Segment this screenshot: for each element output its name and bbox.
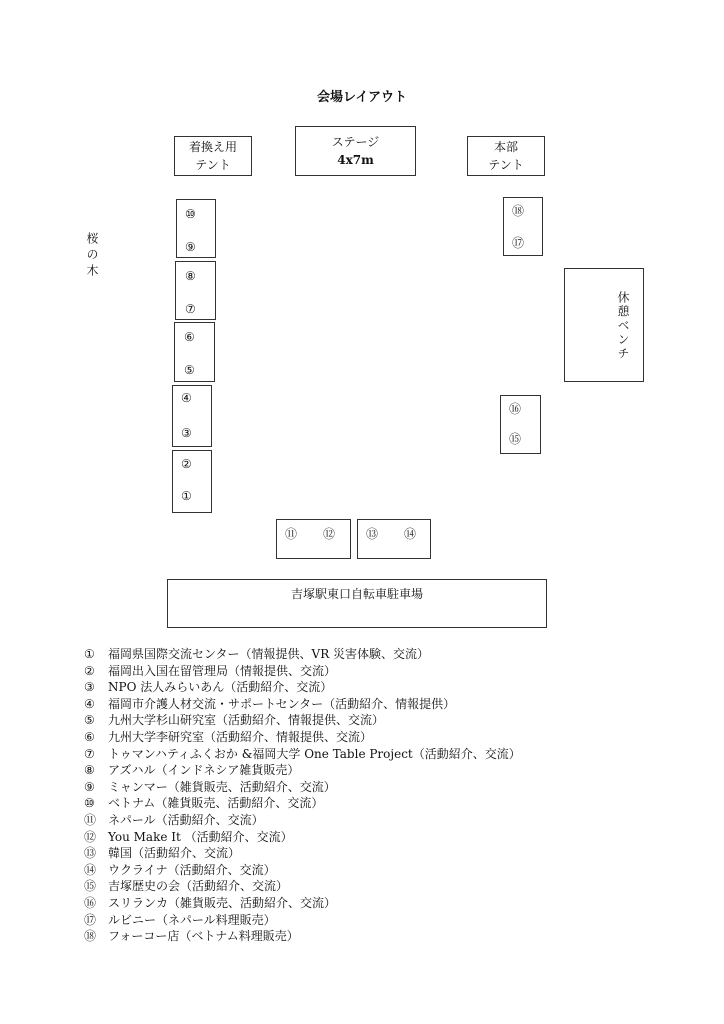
legend-text: ルビニー（ネパール料理販売） — [108, 912, 276, 927]
booth-number: ⑯ — [509, 402, 522, 416]
legend-text: NPO 法人みらいあん（活動紹介、交流） — [108, 680, 333, 695]
legend-item — [84, 646, 521, 663]
legend-item — [84, 663, 521, 680]
legend-text: 福岡出入国在留管理局（情報提供、交流） — [108, 663, 337, 678]
legend-text: 吉塚歴史の会（活動紹介、交流） — [108, 879, 289, 894]
booth-number: ⑪ — [285, 527, 298, 541]
legend-mark: ⑥ — [84, 729, 95, 744]
legend-item — [84, 862, 521, 879]
booth-10-9 — [176, 199, 216, 258]
booth-number: ⑫ — [323, 527, 336, 541]
booth-number: ⑮ — [509, 432, 522, 446]
legend-text: ベトナム（雑貨販売、活動紹介、交流） — [108, 796, 324, 811]
booth-13-14 — [357, 519, 431, 559]
legend-mark: ② — [84, 663, 95, 678]
booth-16-15 — [500, 395, 541, 454]
booth-number: ⑥ — [184, 330, 195, 344]
changing-tent-line-1: 着換え用 — [188, 140, 237, 154]
stage — [295, 126, 416, 176]
changing-tent-line-2: テント — [195, 158, 231, 172]
booth-6-5 — [174, 322, 215, 382]
legend-mark: ⑪ — [84, 812, 97, 827]
booth-number: ⑱ — [512, 204, 525, 218]
legend-mark: ⑩ — [84, 796, 95, 811]
legend-text: You Make It （活動紹介、交流） — [108, 829, 293, 844]
rest-bench-label: 休憩ベンチ — [616, 291, 630, 361]
legend-mark: ⑧ — [84, 763, 95, 778]
page-title: 会場レイアウト — [317, 90, 407, 105]
legend-text: ネパール（活動紹介、交流） — [108, 812, 264, 827]
stage-label: ステージ — [331, 135, 380, 149]
bicycle-parking-label: 吉塚駅東口自転車駐車場 — [290, 587, 423, 601]
legend-mark: ⑭ — [84, 862, 97, 877]
booth-number: ⑨ — [185, 240, 196, 254]
changing-tent — [174, 136, 252, 176]
legend-item — [84, 829, 521, 846]
booth-2-1 — [172, 450, 212, 513]
legend-item — [84, 679, 521, 696]
legend-item — [84, 746, 521, 763]
stage-size: 4x7m — [337, 153, 374, 167]
legend-mark: ⑨ — [84, 779, 95, 794]
booth-number: ⑧ — [185, 269, 196, 283]
legend-text: 韓国（活動紹介、交流） — [108, 846, 241, 861]
legend-item — [84, 878, 521, 895]
legend-item — [84, 895, 521, 912]
legend-item — [84, 779, 521, 796]
booth-number: ④ — [181, 391, 192, 405]
rest-bench — [564, 268, 644, 382]
legend-text: 九州大学李研究室（活動紹介、情報提供、交流） — [108, 729, 373, 744]
legend-item — [84, 812, 521, 829]
legend-mark: ⑰ — [84, 912, 97, 927]
booth-number: ⑩ — [185, 207, 196, 221]
legend-item — [84, 696, 521, 713]
hq-tent — [467, 136, 545, 176]
booth-number: ⑬ — [366, 527, 379, 541]
legend-text: フォーコー店（ベトナム料理販売） — [108, 929, 299, 944]
booth-11-12 — [276, 519, 351, 559]
booth-number: ③ — [181, 426, 192, 440]
legend-mark: ⑯ — [84, 895, 97, 910]
legend-text: アズハル（インドネシア雑貨販売） — [108, 763, 300, 778]
legend-mark: ⑱ — [84, 929, 97, 944]
hq-tent-line-2: テント — [488, 158, 524, 172]
legend-mark: ① — [84, 647, 95, 661]
booth-number: ⑦ — [185, 302, 196, 316]
legend-mark: ⑮ — [84, 879, 97, 894]
legend-text: 福岡市介護人材交流・サポートセンター（活動紹介、情報提供） — [108, 696, 456, 711]
booth-18-17 — [503, 197, 543, 256]
legend-text: 九州大学杉山研究室（活動紹介、情報提供、交流） — [108, 713, 385, 728]
sakura-tree-label: 桜の木 — [85, 232, 99, 280]
legend-item — [84, 845, 521, 862]
booth-number: ⑭ — [404, 527, 417, 541]
legend-item — [84, 712, 521, 729]
booth-number: ⑰ — [512, 236, 525, 250]
booth-number: ② — [181, 457, 192, 471]
legend-mark: ④ — [84, 696, 95, 711]
legend-mark: ⑤ — [84, 713, 95, 728]
legend-text: 福岡県国際交流センター（情報提供、VR 災害体験、交流） — [108, 647, 430, 661]
legend-text: スリランカ（雑貨販売、活動紹介、交流） — [108, 895, 337, 910]
legend-mark: ③ — [84, 680, 95, 695]
bicycle-parking — [167, 579, 547, 628]
legend-item — [84, 912, 521, 929]
legend-text: ミャンマー（雑貨販売、活動紹介、交流） — [108, 779, 336, 794]
booth-8-7 — [175, 261, 216, 320]
booth-number: ⑤ — [184, 363, 195, 377]
booth-4-3 — [172, 385, 212, 447]
booth-legend — [84, 646, 521, 945]
legend-item — [84, 729, 521, 746]
legend-item — [84, 928, 521, 945]
legend-text: ウクライナ（活動紹介、交流） — [108, 862, 276, 877]
booth-number: ① — [181, 489, 192, 503]
legend-mark: ⑬ — [84, 846, 97, 861]
legend-mark: ⑦ — [84, 746, 95, 761]
legend-item — [84, 795, 521, 812]
legend-item — [84, 762, 521, 779]
hq-tent-line-1: 本部 — [493, 140, 518, 154]
legend-mark: ⑫ — [84, 829, 97, 844]
legend-text: トゥマンハティふくおか &福岡大学 One Table Project（活動紹介、交流） — [108, 746, 521, 761]
